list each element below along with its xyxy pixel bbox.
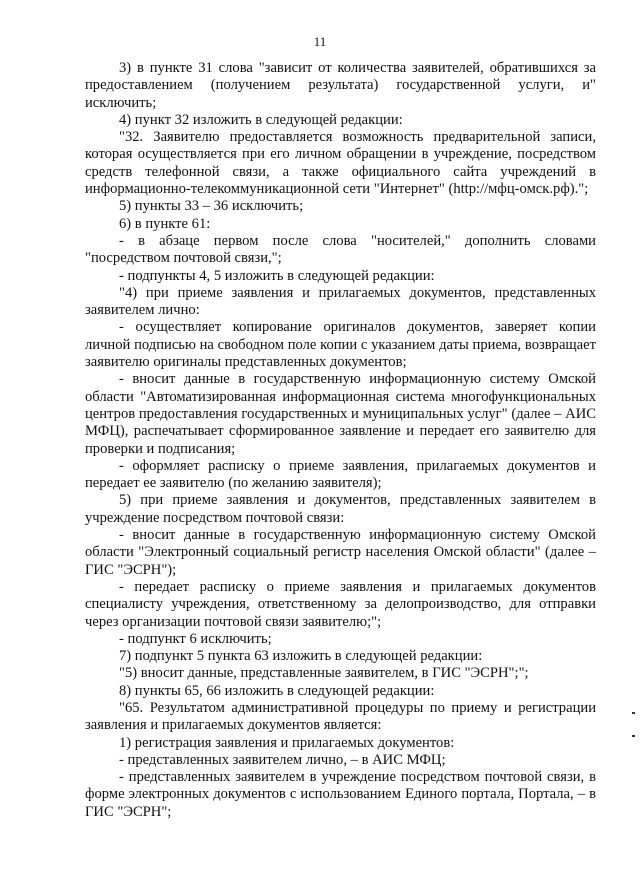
paragraph: - подпункты 4, 5 изложить в следующей редакции: [119,267,435,284]
paragraph: "5) вносит данные, представленные заявителем, в ГИС "ЭСРН";"; [119,665,529,682]
paragraph: 5) пункты 33 – 36 исключить; [119,198,304,215]
paragraph: 8) пункты 65, 66 изложить в следующей редакции: [119,682,435,699]
document-body [85,60,596,821]
scan-edge-mark [632,735,635,737]
paragraph: - передает расписку о приеме заявления и прилагаемых документов специалисту учреждения, ответственному за делопроизводство, для отправки через организации почтовой связи заявителю;"; [85,578,596,630]
paragraph: - представленных заявителем в учреждение посредством почтовой связи, в форме электронных документов с использованием Единого портала, Портала, – в ГИС "ЭСРН"; [85,769,596,820]
paragraph: "32. Заявителю предоставляется возможность предварительной записи, которая осуществляется при его личном обращении в учреждение, посредством средств телефонной связи, а также официального сайта учреждений в информационно-телекоммуникационной сети "Интернет" (http://мфц-омск.рф)."; [85,129,596,198]
paragraph: 7) подпункт 5 пункта 63 изложить в следующей редакции: [119,648,483,665]
paragraph: "4) при приеме заявления и прилагаемых документов, представленных заявителем лично: [85,284,596,319]
paragraph: - в абзаце первом после слова "носителей," дополнить словами "посредством почтовой связи,"; [85,232,596,267]
paragraph: - вносит данные в государственную информационную систему Омской области "Электронный социальный регистр населения Омской области" (далее – ГИС "ЭСРН"); [85,527,596,578]
paragraph: 5) при приеме заявления и документов, представленных заявителем в учреждение посредством почтовой связи: [85,492,596,526]
paragraph: - представленных заявителем лично, – в АИС МФЦ; [119,751,446,768]
paragraph: 6) в пункте 61: [119,215,211,232]
scan-edge-mark [632,712,635,714]
paragraph: - осуществляет копирование оригиналов документов, заверяет копии личной подписью на свободном поле копии с указанием даты приема, возвращает заявителю оригиналы представленных документов; [85,319,596,371]
paragraph: - подпункт 6 исключить; [119,630,272,647]
paragraph: 4) пункт 32 изложить в следующей редакции: [119,111,403,128]
page-number: 11 [313,34,327,49]
paragraph: "65. Результатом административной процедуры по приему и регистрации заявления и прилагаемых документов является: [85,699,596,734]
paragraph: 3) в пункте 31 слова "зависит от количества заявителей, обратившихся за предоставлением (получением результата) государственной услуги, и" исключить; [85,60,596,111]
paragraph: - вносит данные в государственную информационную систему Омской области "Автоматизированная информационная система многофункциональных центров предоставления государственных и муниципальных услуг" (далее – АИС МФЦ), распечатывает сформированное заявление и передает его заявителю для проверки и подписания; [85,371,596,457]
paragraph: - оформляет расписку о приеме заявления, прилагаемых документов и передает ее заявителю (по желанию заявителя); [85,457,596,492]
paragraph: 1) регистрация заявления и прилагаемых документов: [119,734,455,751]
